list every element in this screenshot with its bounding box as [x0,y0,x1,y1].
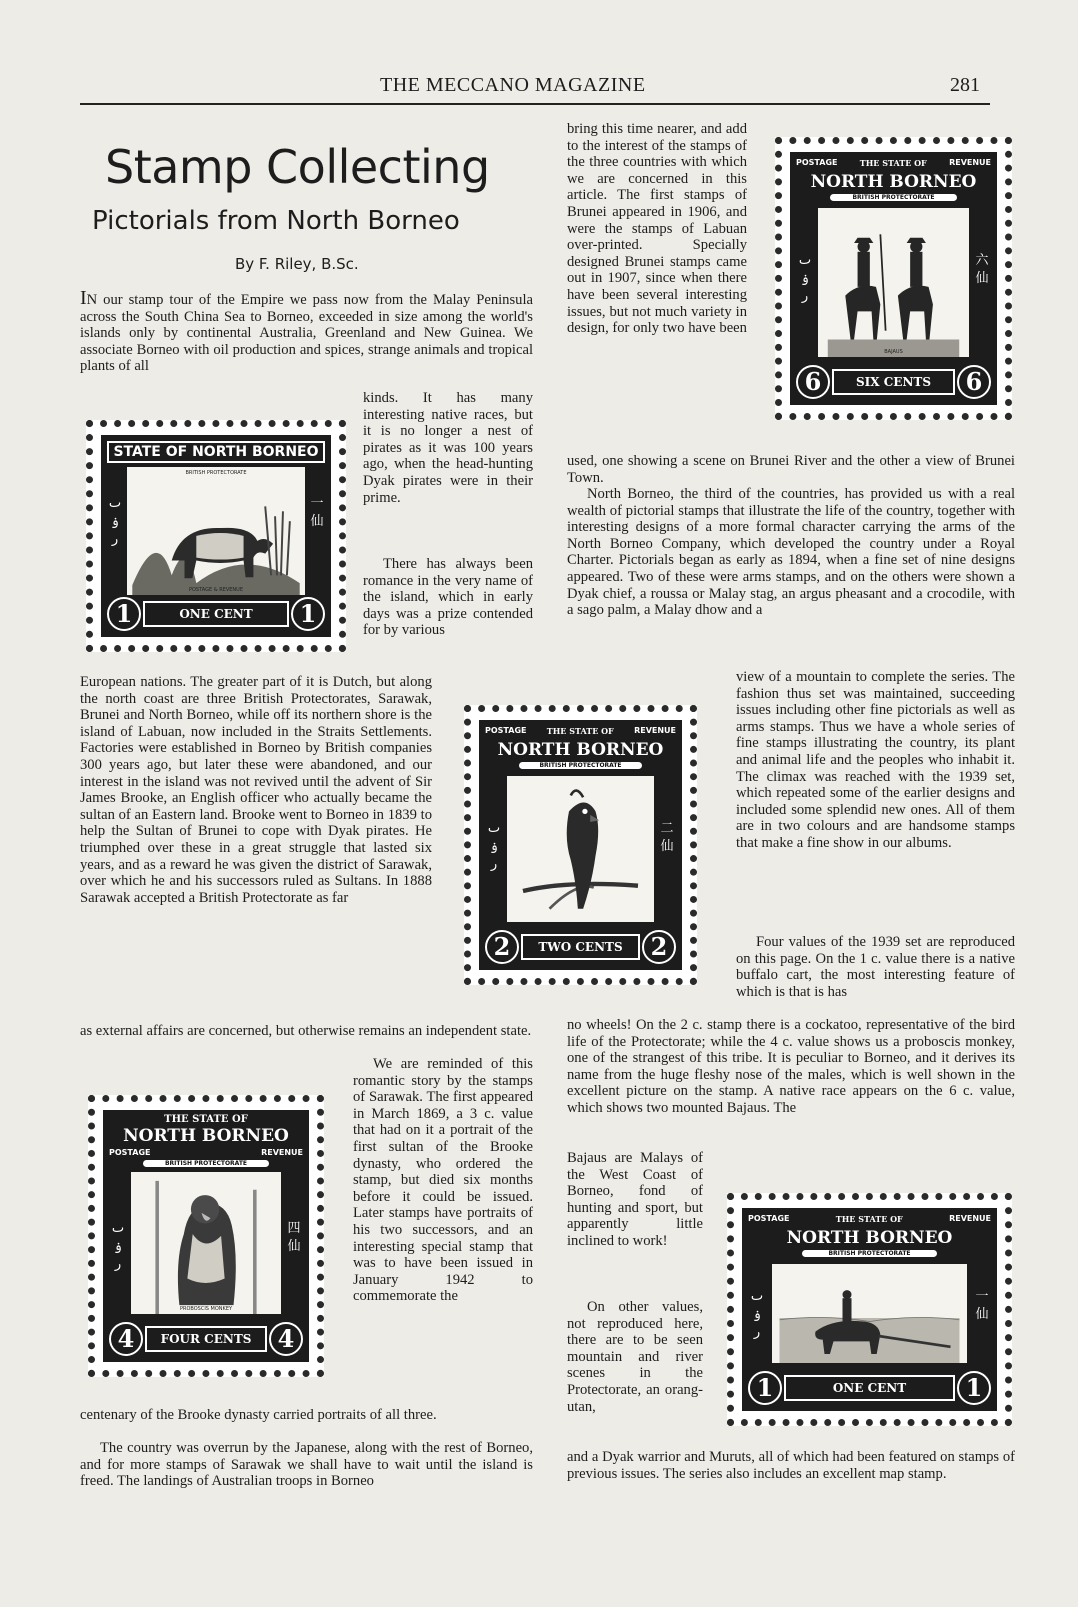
chinese-script-icon: 四 仙 [287,1221,301,1254]
stamp-postage: POSTAGE [796,158,838,167]
paragraph-r1-end: used, one showing a scene on Brunei River and the other a view of Brunei Town. [567,453,1015,486]
paragraph-3: We are reminded of this romantic story by the stamps of Sarawak. The first appeared in March 1869, a 3 c. value that had on it a portrait of the first sultan of the Brooke dynasty, who ordered the stamp, but died six months before it could be issued. Later stamps have portraits of his two successors, and an interesting special stamp that was to have been issued in January 1942 to commemorate the [353,1056,533,1305]
horsemen-image [818,208,969,357]
stamp-caption: PROBOSCIS MONKEY [179,1306,233,1312]
stamp-country: STATE OF NORTH BORNEO [107,441,325,463]
stamp-revenue: REVENUE [634,726,676,735]
stamp-value-left: 4 [109,1322,143,1356]
paragraph-r3-cont: no wheels! On the 2 c. stamp there is a cockatoo, representative of the bird life of the Protectorate; while the 4 c. value shows us a proboscis monkey, one of the strangest of this tribe. It is peculiar to Borneo, and it derives its name from the huge fleshy nose of the males, which is well shown in the excellent picture on the stamp. A native race appears on the 6 c. value, which shows two mounted Bajaus. The [567,1017,1015,1116]
stamp-value-word: ONE CENT [143,601,289,627]
chinese-script-icon: 六 仙 [975,253,989,286]
jawi-script-icon: ٮ ۏ ر [798,253,812,304]
paragraph-r3-end: Bajaus are Malays of the West Coast of Borneo, fond of hunting and sport, but apparently little inclined to work! [567,1150,703,1249]
stamp-tapir-one-cent [86,420,346,652]
paragraph-2-end: as external affairs are concerned, but otherwise remains an independent state. [80,1023,532,1039]
header-rule [80,103,990,105]
stamp-protectorate: BRITISH PROTECTORATE [830,194,957,201]
stamp-protectorate: BRITISH PROTECTORATE [802,1250,937,1257]
drop-cap: I [80,287,87,309]
stamp-country: NORTH BORNEO [123,1126,289,1146]
stamp-frame [479,720,682,970]
cockatoo-image [507,776,654,922]
chinese-script-icon: 一 仙 [975,1289,989,1322]
stamp-state: THE STATE OF [546,726,614,736]
stamp-country: NORTH BORNEO [810,172,977,192]
buffalo-vignette [772,1264,967,1363]
paragraph-1-text: N our stamp tour of the Empire we pass now from the Malay Peninsula across the South China Sea to Borneo, exceeded in size among the world's islands only by continental Australia, Greenland and New Guinea. We associate Borneo with oil production and spices, strange animals and tropical plants of all [80,292,533,375]
paragraph-2-cont: European nations. The greater part of it is Dutch, but along the north coast are three British Protectorates, Sarawak, Brunei and North Borneo, while off its northern shore is the island of Labuan, now included in the Straits Settlements. Factories were established in Borneo by British companies 300 years ago, but later these were abandoned, and our interest in the island was not revived until the advent of Sir James Brooke, an English officer who actually became the sultan of an Eastern land. Brooke went to Borneo in 1839 to help the Sultan of Brunei to cope with Dyak pirates. He triumphed over these in a great struggle that lasted six years, and as a reward he was given the district of Sarawak, over which he and his successors ruled as Sultans. In 1888 Sarawak accepted a British Protectorate as far [80,674,432,906]
jawi-script-icon: ٮ ۏ ر [487,821,501,872]
stamp-value-left: 1 [748,1371,782,1405]
stamp-country: NORTH BORNEO [786,1228,953,1248]
stamp-frame [790,152,997,405]
paragraph-3-end: centenary of the Brooke dynasty carried portraits of all three. [80,1407,437,1423]
stamp-top-band [485,726,676,736]
stamp-protectorate: BRITISH PROTECTORATE [185,470,247,476]
chinese-script-icon: 一 仙 [310,496,324,529]
stamp-caption: BAJAUS [884,349,903,355]
stamp-frame [742,1208,997,1411]
stamp-value-right: 4 [269,1322,303,1356]
stamp-monkey-four-cents [88,1095,324,1377]
magazine-title: THE MECCANO MAGAZINE [380,74,646,96]
paragraph-r4-end: and a Dyak warrior and Muruts, all of which had been featured on stamps of previous issues. The series also includes an excellent map stamp. [567,1449,1015,1482]
stamp-value-left: 6 [796,365,830,399]
stamp-protectorate: BRITISH PROTECTORATE [519,762,642,769]
chinese-script-icon: 二 仙 [660,821,674,854]
bajaus-vignette [818,208,969,357]
paragraph-r2: North Borneo, the third of the countries, has provided us with a real wealth of pictorial stamps that illustrate the life of the country, together with interesting designs of a more formal character carrying the arms of the North Borneo Company, which developed the country under a Royal Charter. Pictorials began as early as 1894, when a fine set of nine designs appeared. Two of these were arms stamps, and on the others were shown a Dyak chief, a roussa or Malay stag, an argus pheasant and a crocodile, with a sago palm, a Malay dhow and a [567,486,1015,619]
buffalo-cart-image [772,1264,967,1363]
stamp-value-left: 2 [485,930,519,964]
article-title: Stamp Collecting [105,140,490,194]
paragraph-r2-cont: view of a mountain to complete the series. The fashion thus set was maintained, succeeding issues including other fine pictorials as well as arms stamps. Thus we have a whole series of fine stamps illustrating the country, its plant and animal life and the peoples who inhabit it. The climax was reached with the 1939 set, which repeated some of the earlier designs and included some splendid new ones. All of them are in two colours and are handsome stamps that make a fine show in our albums. [736,669,1015,851]
stamp-revenue: REVENUE [261,1148,303,1157]
paragraph-1-cont: kinds. It has many interesting native races, but it is no longer a nest of pirates as it was 100 years ago, when the head-hunting Dyak pirates were in their prime. [363,390,533,506]
stamp-buffalo-one-cent [727,1193,1012,1426]
page-number: 281 [950,74,980,96]
article-subtitle: Pictorials from North Borneo [92,206,460,236]
stamp-value-word: TWO CENTS [521,934,640,960]
page-header [80,74,990,100]
stamp-postage-revenue: POSTAGE & REVENUE [188,587,243,593]
paragraph-r1: bring this time nearer, and add to the interest of the stamps of the three countries with which we are concerned in this article. The first stamps of Brunei appeared in 1906, and were the stamps of Labuan over-printed. Specially designed Brunei stamps came out in 1907, since when there have been several interesting issues, but not much variety in design, for only two have been [567,121,747,337]
stamp-value-word: ONE CENT [784,1375,955,1401]
paragraph-1 [80,287,533,375]
paragraph-r4: On other values, not reproduced here, there are to be seen mountain and river scenes in the Protectorate, an orang-utan, [567,1299,703,1415]
monkey-vignette [131,1172,281,1314]
stamp-revenue: REVENUE [949,1214,991,1223]
proboscis-monkey-image [131,1172,281,1314]
jawi-script-icon: ٮ ۏ ر [108,496,122,547]
stamp-top-band [796,158,991,168]
stamp-postage: POSTAGE [485,726,527,735]
stamp-frame [103,1110,309,1362]
stamp-revenue: REVENUE [949,158,991,167]
stamp-value-word: SIX CENTS [832,369,955,395]
stamp-value-right: 2 [642,930,676,964]
jawi-script-icon: ٮ ۏ ر [111,1221,125,1272]
stamp-value-word: FOUR CENTS [145,1326,267,1352]
stamp-state: THE STATE OF [835,1214,903,1224]
stamp-frame [101,435,331,637]
jawi-script-icon: ٮ ۏ ر [750,1289,764,1340]
stamp-value-left: 1 [107,597,141,631]
paragraph-2: There has always been romance in the very name of the island, which in early days was a prize contended for by various [363,556,533,639]
tapir-vignette [127,467,305,595]
stamp-value-right: 1 [291,597,325,631]
stamp-country: NORTH BORNEO [497,740,664,760]
paragraph-4: The country was overrun by the Japanese, along with the rest of Borneo, and for more stamps of Sarawak we shall have to wait until the island is freed. The landings of Australian troops in Borneo [80,1440,533,1490]
paragraph-r3: Four values of the 1939 set are reproduced on this page. On the 1 c. value there is a native buffalo cart, the most interesting feature of which is that is has [736,934,1015,1000]
stamp-protectorate: BRITISH PROTECTORATE [143,1160,269,1167]
stamp-state: THE STATE OF [164,1114,248,1125]
stamp-bajaus-six-cents [775,137,1012,420]
stamp-postage: POSTAGE [748,1214,790,1223]
stamp-top-band [748,1214,991,1224]
stamp-state: THE STATE OF [859,158,927,168]
cockatoo-vignette [507,776,654,922]
stamp-cockatoo-two-cents [464,705,697,985]
stamp-value-right: 1 [957,1371,991,1405]
stamp-sub-band [109,1148,303,1157]
stamp-postage: POSTAGE [109,1148,151,1157]
stamp-value-right: 6 [957,365,991,399]
tapir-image [127,467,305,595]
byline: By F. Riley, B.Sc. [235,255,359,273]
